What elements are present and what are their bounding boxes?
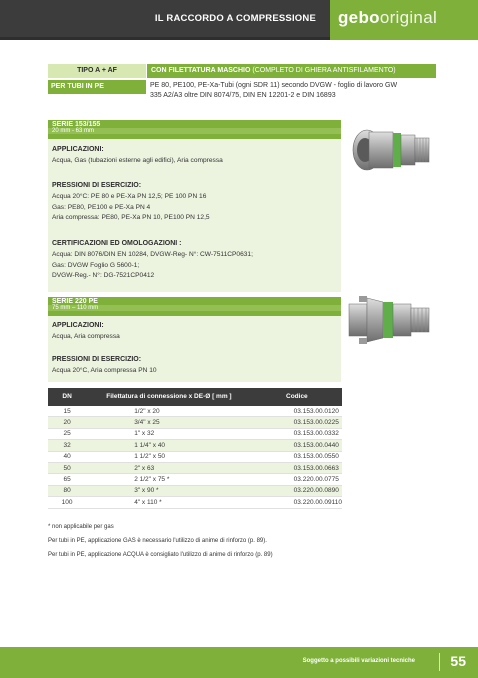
serie2-press-text: Acqua 20°C, Aria compressa PN 10 xyxy=(52,367,157,374)
serie2-panel xyxy=(48,316,341,382)
table-row: 20 3/4" x 25 03.153.00.0225 xyxy=(48,417,342,428)
header-title: IL RACCORDO A COMPRESSIONE xyxy=(154,13,316,24)
serie1-header xyxy=(48,120,341,139)
col-filettatura: Filettatura di connessione x DE-Ø [ mm ] xyxy=(86,388,251,406)
page-number: 55 xyxy=(439,653,466,671)
serie1-panel xyxy=(48,139,341,292)
table-row: 50 2" x 63 03.153.00.0663 xyxy=(48,462,342,473)
fitting-220-image xyxy=(343,292,435,348)
per-tubi-label: PER TUBI IN PE xyxy=(48,80,146,94)
serie2-header xyxy=(48,297,341,316)
serie2-name: SERIE 220 PE xyxy=(52,298,98,305)
serie2-app-title: APPLICAZIONI: xyxy=(52,322,104,329)
header-bar xyxy=(0,0,330,40)
serie1-press-title: PRESSIONI DI ESERCIZIO: xyxy=(52,182,142,189)
tipo-value: CON FILETTATURA MASCHIO (COMPLETO DI GHIERA ANTISFILAMENTO) xyxy=(147,64,436,78)
table-header-row xyxy=(48,388,342,406)
table-row: 25 1" x 32 03.153.00.0332 xyxy=(48,428,342,439)
serie2-range: 75 mm – 110 mm xyxy=(48,305,341,311)
logo-area xyxy=(330,0,478,40)
tipo-label: TIPO A + AF xyxy=(48,64,146,78)
serie1-app-title: APPLICAZIONI: xyxy=(52,146,104,153)
serie1-press-list: Acqua 20°C: PE 80 e PE-Xa PN 12,5; PE 100 PN 16 Gas: PE80, PE100 e PE-Xa PN 4 Aria compressa: PE80, PE-Xa PN 10, PE100 PN 12,5 xyxy=(52,193,210,221)
note-gas-anime: Per tubi in PE, applicazione GAS è necessario l'utilizzo di anime di rinforzo (p. 89). xyxy=(48,538,267,544)
serie1-cert-title: CERTIFICAZIONI ED OMOLOGAZIONI : xyxy=(52,240,182,247)
gebo-logo: gebooriginal xyxy=(338,8,438,27)
per-tubi-text: PE 80, PE100, PE-Xa-Tubi (ogni SDR 11) secondo DVGW - foglio di lavoro GW 335 A2/A3 oltre DIN 8074/75, DIN EN 12201-2 e DIN 16893 xyxy=(150,82,398,99)
footer-disclaimer: Soggetto a possibili variazioni tecniche xyxy=(302,658,415,664)
serie1-cert-list: Acqua: DIN 8076/DIN EN 10284, DVGW-Reg- N°: CW-7511CP0631; Gas: DVGW Foglio G 5600-1; DVGW-Reg.- N°: DG-7521CP0412 xyxy=(52,251,253,279)
table-row: 80 3" x 90 * 03.220.00.0890 xyxy=(48,485,342,496)
serie1-name: SERIE 153/155 xyxy=(52,121,101,128)
serie1-app-text: Acqua, Gas (tubazioni esterne agli edifici), Aria compressa xyxy=(52,157,223,164)
note-acqua-anime: Per tubi in PE, applicazione ACQUA è consigliato l'utilizzo di anime di rinforzo (p. 89) xyxy=(48,552,273,558)
table-row: 15 1/2" x 20 03.153.00.0120 xyxy=(48,406,342,417)
footer-bar xyxy=(0,647,478,678)
serie2-press-title: PRESSIONI DI ESERCIZIO: xyxy=(52,356,142,363)
dimensions-table xyxy=(48,388,342,509)
col-codice: Codice xyxy=(252,388,342,406)
fitting-153-image xyxy=(345,120,435,178)
table-row: 100 4" x 110 * 03.220.00.09110 xyxy=(48,497,342,508)
serie1-range: 20 mm - 63 mm xyxy=(48,128,341,134)
table-row: 65 2 1/2" x 75 * 03.220.00.0775 xyxy=(48,474,342,485)
serie2-app-text: Acqua, Aria compressa xyxy=(52,333,120,340)
table-row: 32 1 1/4" x 40 03.153.00.0440 xyxy=(48,440,342,451)
note-gas: * non applicabile per gas xyxy=(48,524,114,530)
col-dn: DN xyxy=(48,388,86,406)
table-row: 40 1 1/2" x 50 03.153.00.0550 xyxy=(48,451,342,462)
